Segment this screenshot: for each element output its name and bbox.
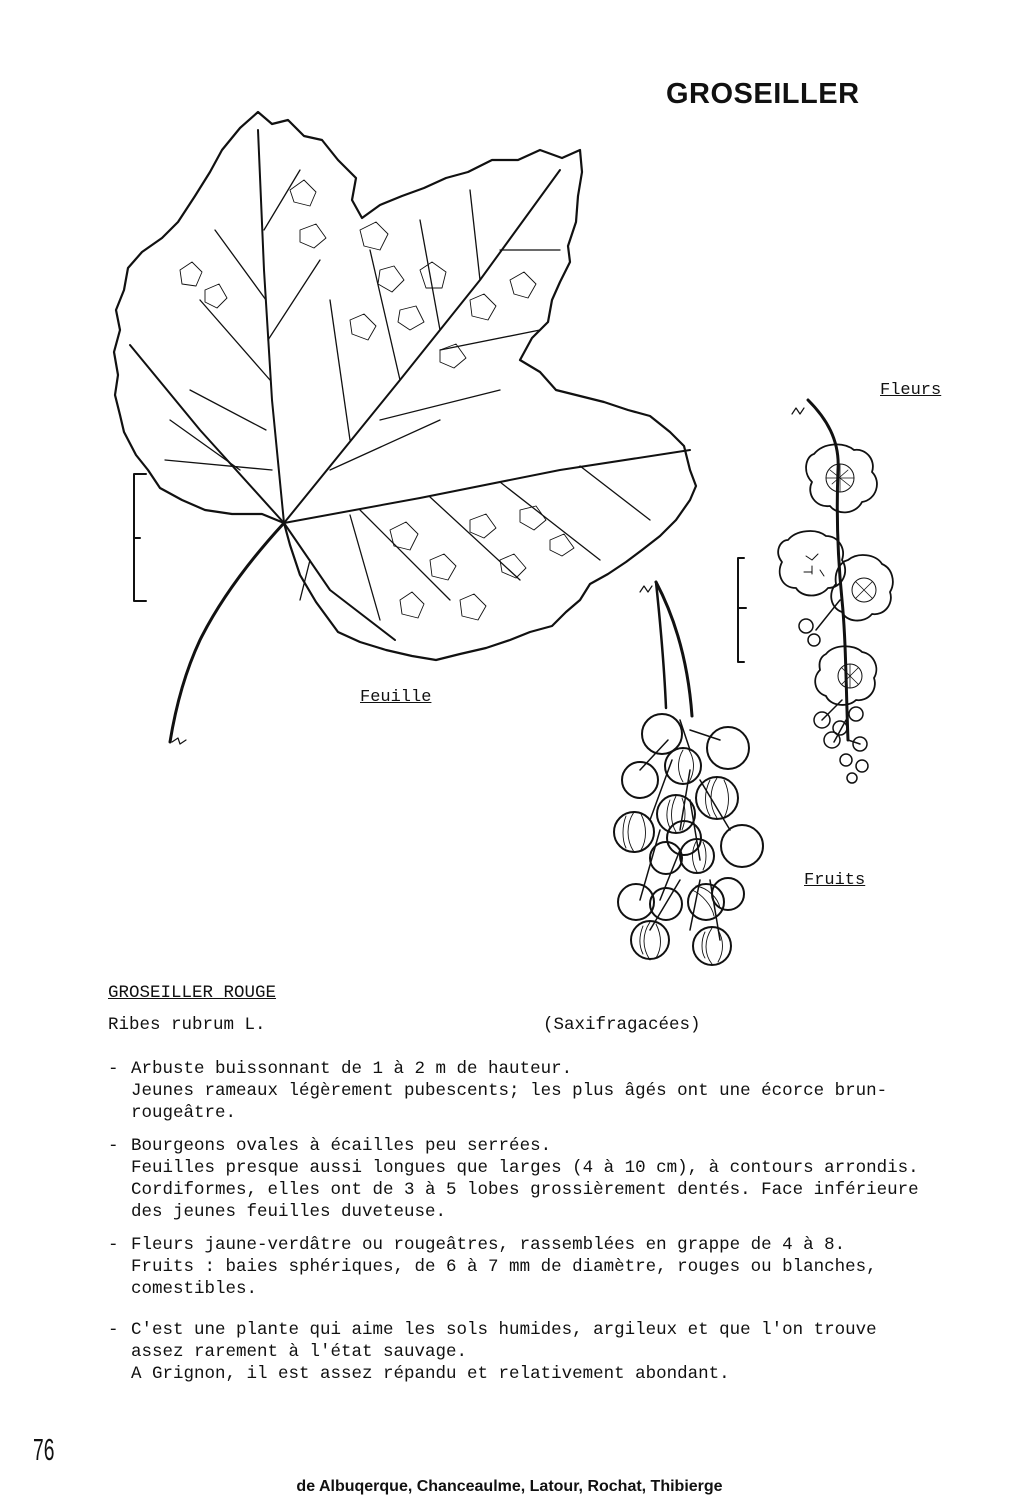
plant-family: (Saxifragacées) [543, 1015, 701, 1035]
item-dash: - [108, 1320, 119, 1340]
footer-credits: de Albuqerque, Chanceaulme, Latour, Rochat, Thibierge [296, 1478, 723, 1495]
section-title: GROSEILLER ROUGE [108, 983, 277, 1003]
latin-name: Ribes rubrum L. [108, 1015, 266, 1035]
label-fruits: Fruits [804, 871, 866, 890]
description-item [108, 1135, 968, 1223]
leaf-vein [284, 450, 690, 523]
leaf-vein [165, 170, 320, 470]
item-line: rougeâtre. [131, 1103, 237, 1123]
item-line: assez rarement à l'état sauvage. [131, 1342, 468, 1362]
leaf-scale-bar [134, 474, 146, 601]
item-line: Arbuste buissonnant de 1 à 2 m de hauteur. [131, 1059, 573, 1079]
flower [806, 444, 877, 512]
item-dash: - [108, 1136, 119, 1156]
item-line: des jeunes feuilles duveteuse. [131, 1202, 447, 1222]
page-number: 76 [33, 1432, 55, 1467]
item-line: A Grignon, il est assez répandu et relativement abondant. [131, 1364, 730, 1384]
item-dash: - [108, 1059, 119, 1079]
leaf-vein [284, 170, 560, 523]
item-line: Feuilles presque aussi longues que larges (4 à 10 cm), à contours arrondis. [131, 1158, 919, 1178]
leaf-reticulation [180, 180, 574, 620]
label-feuille: Feuille [360, 688, 432, 707]
description-item [108, 1234, 968, 1300]
item-line: Bourgeons ovales à écailles peu serrées. [131, 1136, 552, 1156]
leaf-vein [300, 466, 650, 620]
fruit-berries [614, 714, 763, 965]
leaf-vein [258, 130, 284, 523]
description-list [108, 1058, 968, 1396]
item-line: Jeunes rameaux légèrement pubescents; les plus âgés ont une écorce brun- [131, 1081, 888, 1101]
item-line: Fruits : baies sphériques, de 6 à 7 mm de diamètre, rouges ou blanches, [131, 1257, 877, 1277]
item-line: Fleurs jaune-verdâtre ou rougeâtres, rassemblées en grappe de 4 à 8. [131, 1235, 846, 1255]
item-line: C'est une plante qui aime les sols humides, argileux et que l'on trouve [131, 1320, 877, 1340]
item-dash: - [108, 1235, 119, 1255]
leaf-vein [284, 523, 395, 640]
flower-stem [808, 400, 848, 740]
item-line: Cordiformes, elles ont de 3 à 5 lobes grossièrement dentés. Face inférieure [131, 1180, 919, 1200]
flower-bud [799, 600, 868, 783]
description-item [108, 1319, 968, 1385]
page-title: GROSEILLER [666, 78, 860, 110]
leaf-vein [330, 190, 560, 470]
flower-scale-bar [738, 558, 746, 662]
item-line: comestibles. [131, 1279, 258, 1299]
description-item [108, 1058, 968, 1124]
leaf-outline [114, 112, 696, 660]
leaf-petiole [170, 523, 284, 742]
label-fleurs: Fleurs [880, 381, 942, 400]
leaf-vein [130, 345, 284, 523]
